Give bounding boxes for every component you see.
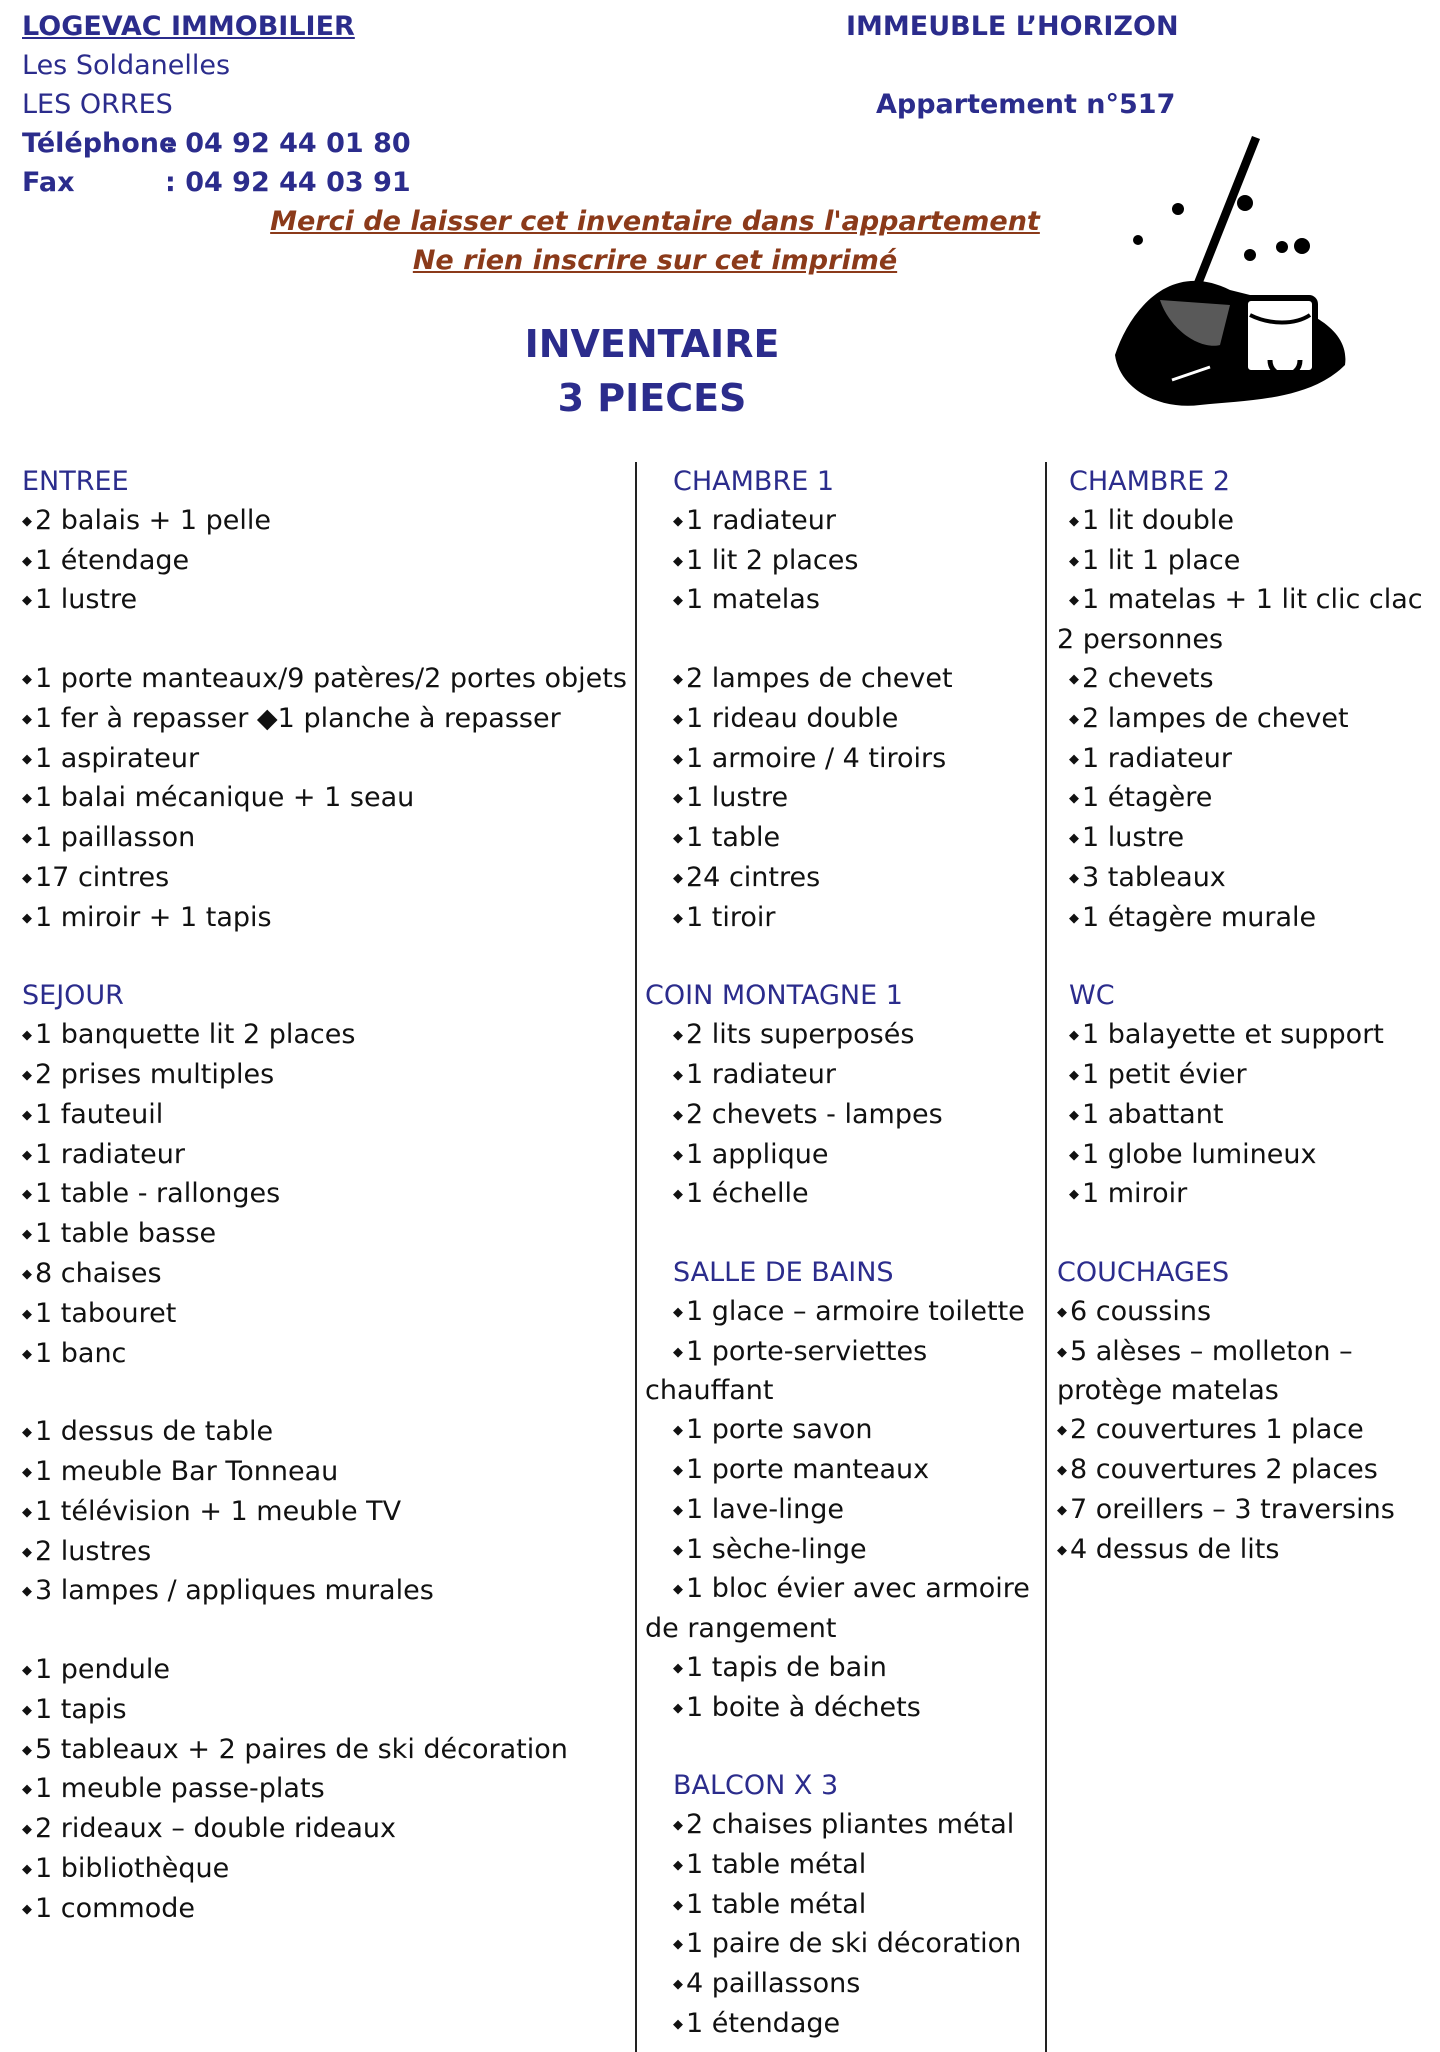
inventory-item: ◆ 1 armoire / 4 tiroirs [645,740,1030,780]
inventory-item: ◆ 1 tiroir [645,899,1030,939]
inventory-item: ◆ 5 alèses – molleton – [1057,1333,1423,1373]
inventory-item: ◆ 1 porte savon [645,1411,1030,1451]
inventory-column-2 [645,463,1030,2045]
inventory-item: ◆ 1 lit 1 place [1057,542,1423,582]
inventory-item: ◆ 1 étendage [22,542,627,582]
inventory-item: ◆ 1 lit 2 places [645,542,1030,582]
inventory-item: ◆ 1 table métal [645,1886,1030,1926]
inventory-item: ◆ 1 miroir [1057,1175,1423,1215]
fax-label: Fax [22,167,75,198]
inventory-item: ◆ 1 tapis de bain [645,1649,1030,1689]
inventory-item: ◆ 1 radiateur [645,502,1030,542]
inventory-item: ◆ 17 cintres [22,859,627,899]
page-subtitle: 3 PIECES [557,376,747,420]
fax-number: : 04 92 44 03 91 [165,167,411,198]
inventory-item: ◆ 1 commode [22,1890,627,1930]
inventory-item: ◆ 1 lustre [1057,819,1423,859]
mop-bucket-cleaning-icon [1110,130,1350,420]
inventory-item: ◆ 1 table métal [645,1846,1030,1886]
inventory-item: ◆ 2 chevets - lampes [645,1096,1030,1136]
spacer [645,621,1030,660]
inventory-item: ◆ 1 porte manteaux/9 patères/2 portes objets [22,660,627,700]
inventory-item: ◆ 1 paillasson [22,819,627,859]
section-heading: CHAMBRE 1 [673,466,835,497]
inventory-item: ◆ 1 lave-linge [645,1491,1030,1531]
inventory-item: ◆ 1 globe lumineux [1057,1136,1423,1176]
inventory-item-continuation: de rangement [645,1613,837,1645]
inventory-item: ◆ 1 radiateur [645,1056,1030,1096]
spacer [22,939,627,978]
inventory-item: ◆ 1 banc [22,1335,627,1375]
inventory-item: ◆ 1 matelas [645,581,1030,621]
inventory-column-3 [1057,463,1423,1570]
inventory-item: ◆ 4 dessus de lits [1057,1531,1423,1571]
inventory-item: ◆ 2 chevets [1057,660,1423,700]
inventory-column-1 [22,463,627,1929]
section-heading: COUCHAGES [1057,1256,1230,1288]
inventory-item: ◆ 1 banquette lit 2 places [22,1016,627,1056]
inventory-item: ◆ 2 lampes de chevet [645,660,1030,700]
inventory-item: ◆ 1 meuble Bar Tonneau [22,1453,627,1493]
inventory-item: ◆ 6 coussins [1057,1293,1423,1333]
inventory-item: ◆ 1 tabouret [22,1295,627,1335]
spacer [645,939,1030,978]
inventory-item: ◆ 1 table - rallonges [22,1175,627,1215]
phone-label: Téléphone [22,128,178,159]
inventory-item: ◆ 2 balais + 1 pelle [22,502,627,542]
inventory-item: ◆ 1 boite à déchets [645,1689,1030,1729]
inventory-item: ◆ 1 fauteuil [22,1096,627,1136]
inventory-item: ◆ 1 pendule [22,1651,627,1691]
inventory-item: ◆ 1 abattant [1057,1096,1423,1136]
section-heading: SEJOUR [22,980,124,1012]
inventory-item: ◆ 24 cintres [645,859,1030,899]
column-divider-1 [635,462,637,2052]
inventory-item: ◆ 3 lampes / appliques murales [22,1572,627,1612]
section-heading: COIN MONTAGNE 1 [645,980,903,1012]
inventory-item: ◆ 1 glace – armoire toilette [645,1293,1030,1333]
inventory-item: ◆ 1 rideau double [645,700,1030,740]
inventory-item-continuation: chauffant [645,1375,774,1407]
inventory-item: ◆ 2 couvertures 1 place [1057,1411,1423,1451]
page-title: INVENTAIRE [524,322,780,366]
inventory-item: ◆ 1 dessus de table [22,1413,627,1453]
inventory-item: ◆ 1 fer à repasser ◆1 planche à repasser [22,700,627,740]
inventory-item: ◆ 1 balai mécanique + 1 seau [22,779,627,819]
spacer [1057,939,1423,978]
inventory-item-continuation: 2 personnes [1057,624,1224,656]
section-heading: BALCON X 3 [673,1770,839,1802]
inventory-item: ◆ 4 paillassons [645,1965,1030,2005]
spacer [22,1374,627,1413]
inventory-item: ◆ 1 paire de ski décoration [645,1925,1030,1965]
notice-leave-inventory: Merci de laisser cet inventaire dans l'appartement [270,206,1040,237]
inventory-item: ◆ 2 lustres [22,1533,627,1573]
inventory-item: ◆ 1 petit évier [1057,1056,1423,1096]
inventory-item: ◆ 1 étagère murale [1057,899,1423,939]
inventory-item: ◆ 1 lustre [22,581,627,621]
inventory-item: ◆ 1 tapis [22,1691,627,1731]
address-line-2: LES ORRES [22,89,173,120]
spacer [645,1215,1030,1254]
inventory-item: ◆ 2 chaises pliantes métal [645,1806,1030,1846]
inventory-item: ◆ 8 chaises [22,1255,627,1295]
section-heading: CHAMBRE 2 [1069,466,1231,497]
inventory-item: ◆ 1 étendage [645,2005,1030,2045]
inventory-item: ◆ 2 lampes de chevet [1057,700,1423,740]
inventory-item: ◆ 1 porte-serviettes [645,1333,1030,1373]
inventory-item: ◆ 7 oreillers – 3 traversins [1057,1491,1423,1531]
notice-do-not-write: Ne rien inscrire sur cet imprimé [412,245,898,276]
spacer [1057,1215,1423,1254]
inventory-item: ◆ 1 miroir + 1 tapis [22,899,627,939]
address-line-1: Les Soldanelles [22,50,231,81]
inventory-item: ◆ 3 tableaux [1057,859,1423,899]
apartment-number: Appartement n°517 [876,89,1176,120]
spacer [22,1612,627,1651]
inventory-item: ◆ 2 rideaux – double rideaux [22,1810,627,1850]
inventory-item: ◆ 1 applique [645,1136,1030,1176]
section-heading: ENTREE [22,466,129,497]
spacer [22,621,627,660]
inventory-item: ◆ 1 sèche-linge [645,1531,1030,1571]
inventory-item: ◆ 1 aspirateur [22,740,627,780]
inventory-item: ◆ 1 lustre [645,779,1030,819]
building-name: IMMEUBLE L’HORIZON [846,11,1179,42]
inventory-item: ◆ 1 porte manteaux [645,1451,1030,1491]
inventory-item: ◆ 1 radiateur [1057,740,1423,780]
phone-number: : 04 92 44 01 80 [165,128,411,159]
spacer [645,1729,1030,1768]
inventory-item: ◆ 1 bloc évier avec armoire [645,1570,1030,1610]
inventory-item: ◆ 1 étagère [1057,779,1423,819]
section-heading: SALLE DE BAINS [673,1256,894,1288]
section-heading: WC [1069,980,1115,1012]
inventory-item: ◆ 1 télévision + 1 meuble TV [22,1493,627,1533]
inventory-item: ◆ 1 balayette et support [1057,1016,1423,1056]
inventory-item: ◆ 8 couvertures 2 places [1057,1451,1423,1491]
inventory-item: ◆ 5 tableaux + 2 paires de ski décoration [22,1731,627,1771]
inventory-item: ◆ 1 échelle [645,1175,1030,1215]
inventory-item: ◆ 2 prises multiples [22,1056,627,1096]
inventory-item: ◆ 1 radiateur [22,1136,627,1176]
inventory-item: ◆ 1 table [645,819,1030,859]
column-divider-2 [1045,462,1047,2052]
inventory-item: ◆ 2 lits superposés [645,1016,1030,1056]
company-name: LOGEVAC IMMOBILIER [22,11,355,42]
inventory-item: ◆ 1 lit double [1057,502,1423,542]
inventory-item: ◆ 1 bibliothèque [22,1850,627,1890]
inventory-item: ◆ 1 matelas + 1 lit clic clac [1057,581,1423,621]
inventory-item-continuation: protège matelas [1057,1375,1279,1407]
inventory-item: ◆ 1 meuble passe-plats [22,1770,627,1810]
inventory-item: ◆ 1 table basse [22,1215,627,1255]
